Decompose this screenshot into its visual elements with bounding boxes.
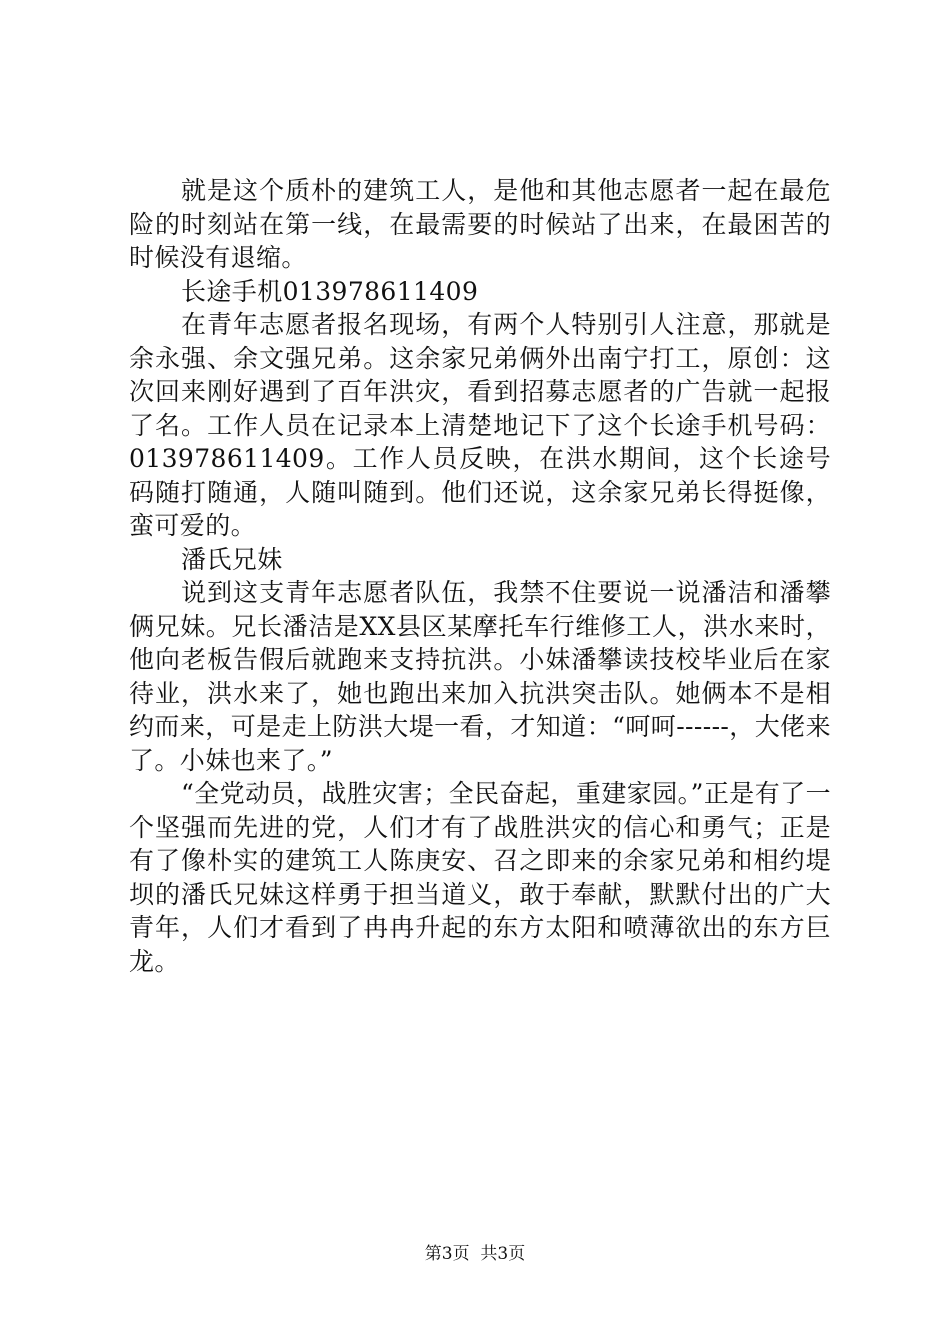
document-body (129, 174, 831, 978)
section-heading-pan-siblings: 潘氏兄妹 (181, 544, 283, 574)
paragraph-conclusion: “全党动员，战胜灾害；全民奋起，重建家园。”正是有了一个坚强而先进的党，人们才有了战胜洪灾的信心和勇气；正是有了像朴实的建筑工人陈庚安、召之即来的余家兄弟和相约堤坝的潘氏兄妹这样勇于担当道义，敢于奉献，默默付出的广大青年，人们才看到了冉冉升起的东方太阳和喷薄欲出的东方巨龙。 (129, 779, 831, 976)
paragraph-pan-siblings: 说到这支青年志愿者队伍，我禁不住要说一说潘洁和潘攀俩兄妹。兄长潘洁是XX县区某摩托车行维修工人，洪水来时，他向老板告假后就跑来支持抗洪。小妹潘攀读技校毕业后在家待业，洪水来了，她也跑出来加入抗洪突击队。她俩本不是相约而来，可是走上防洪大堤一看，才知道：“呵呵------，大佬来了。小妹也来了。” (129, 578, 831, 775)
page-number-label: 第3页 共3页 (424, 1244, 526, 1264)
section-heading-phone: 长途手机013978611409 (181, 276, 479, 306)
page-footer (0, 1243, 950, 1265)
paragraph-yu-brothers: 在青年志愿者报名现场，有两个人特别引人注意，那就是余永强、余文强兄弟。这余家兄弟俩外出南宁打工，原创：这次回来刚好遇到了百年洪灾，看到招募志愿者的广告就一起报了名。工作人员在记录本上清楚地记下了这个长途手机号码：013978611409。工作人员反映，在洪水期间，这个长途号码随打随通，人随叫随到。他们还说，这余家兄弟长得挺像，蛮可爱的。 (129, 310, 831, 540)
paragraph-worker-summary: 就是这个质朴的建筑工人，是他和其他志愿者一起在最危险的时刻站在第一线，在最需要的时候站了出来，在最困苦的时候没有退缩。 (129, 176, 831, 272)
